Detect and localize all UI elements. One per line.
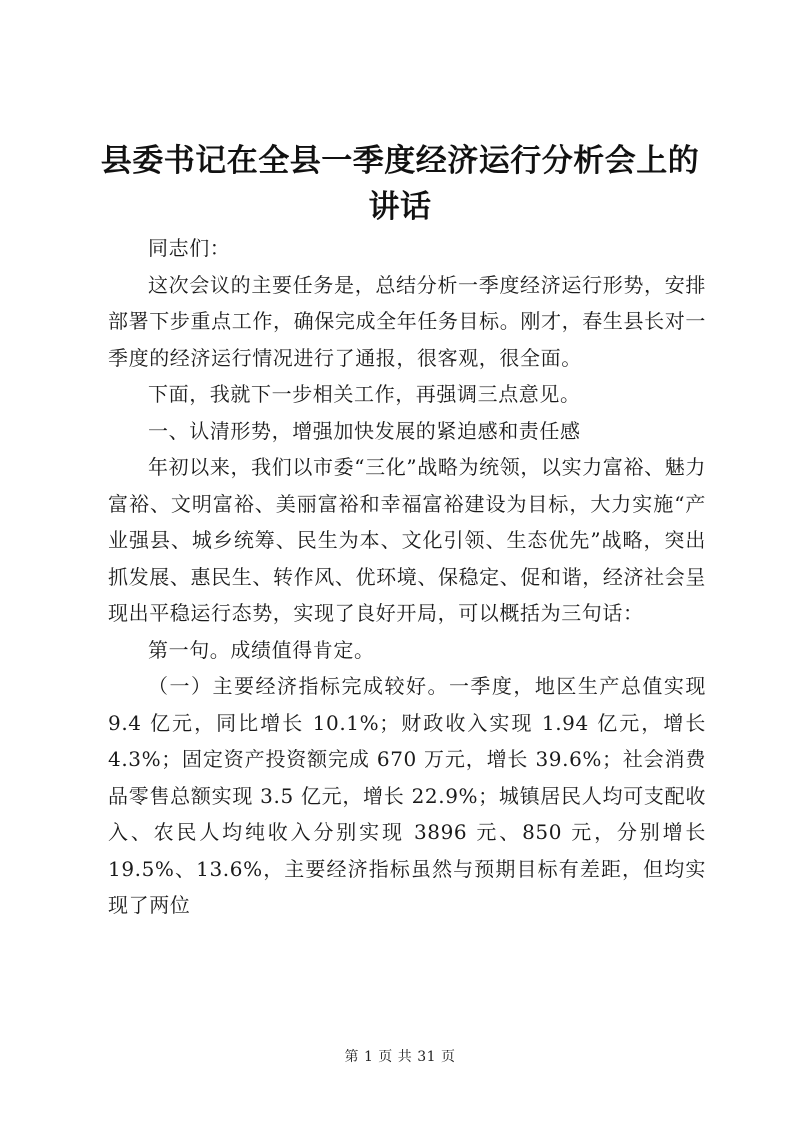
page-footer: 第 1 页 共 31 页 bbox=[344, 1049, 456, 1065]
paragraph-three-points: 下面，我就下一步相关工作，再强调三点意见。 bbox=[148, 382, 581, 406]
document-body bbox=[108, 230, 706, 924]
document-title: 县委书记在全县一季度经济运行分析会上的讲话 bbox=[100, 143, 700, 225]
paragraph-meeting-purpose: 这次会议的主要任务是，总结分析一季度经济运行形势，安排部署下步重点工作，确保完成全年任务目标。刚才，春生县长对一季度的经济运行情况进行了通报，很客观，很全面。 bbox=[108, 272, 706, 370]
paragraph-strategy: 年初以来，我们以市委“三化”战略为统领，以实力富裕、魅力富裕、文明富裕、美丽富裕和幸福富裕建设为目标，大力实施“产业强县、城乡统筹、民生为本、文化引领、生态优先”战略，突出抓发展、惠民生、转作风、优环境、保稳定、促和谐，经济社会呈现出平稳运行态势，实现了良好开局，可以概括为三句话： bbox=[108, 455, 706, 625]
paragraph-first-sentence: 第一句。成绩值得肯定。 bbox=[148, 637, 375, 662]
paragraph-economic-indicators: （一）主要经济指标完成较好。一季度，地区生产总值实现 9.4 亿元，同比增长 10.1%；财政收入实现 1.94 亿元，增长 4.3%；固定资产投资额完成 670 万元，增长 39.6%；社会消费品零售总额实现 3.5 亿元，增长 22.9%；城镇居民人均可支配收入、农民人均纯收入分别实现 3896 元、850 元，分别增长 19.5%、13.6%，主要经济指标虽然与预期目标有差距，但均实现了两位 bbox=[108, 674, 706, 917]
section-heading-one: 一、认清形势，增强加快发展的紧迫感和责任感 bbox=[148, 418, 581, 443]
paragraph-greeting: 同志们： bbox=[148, 236, 231, 260]
